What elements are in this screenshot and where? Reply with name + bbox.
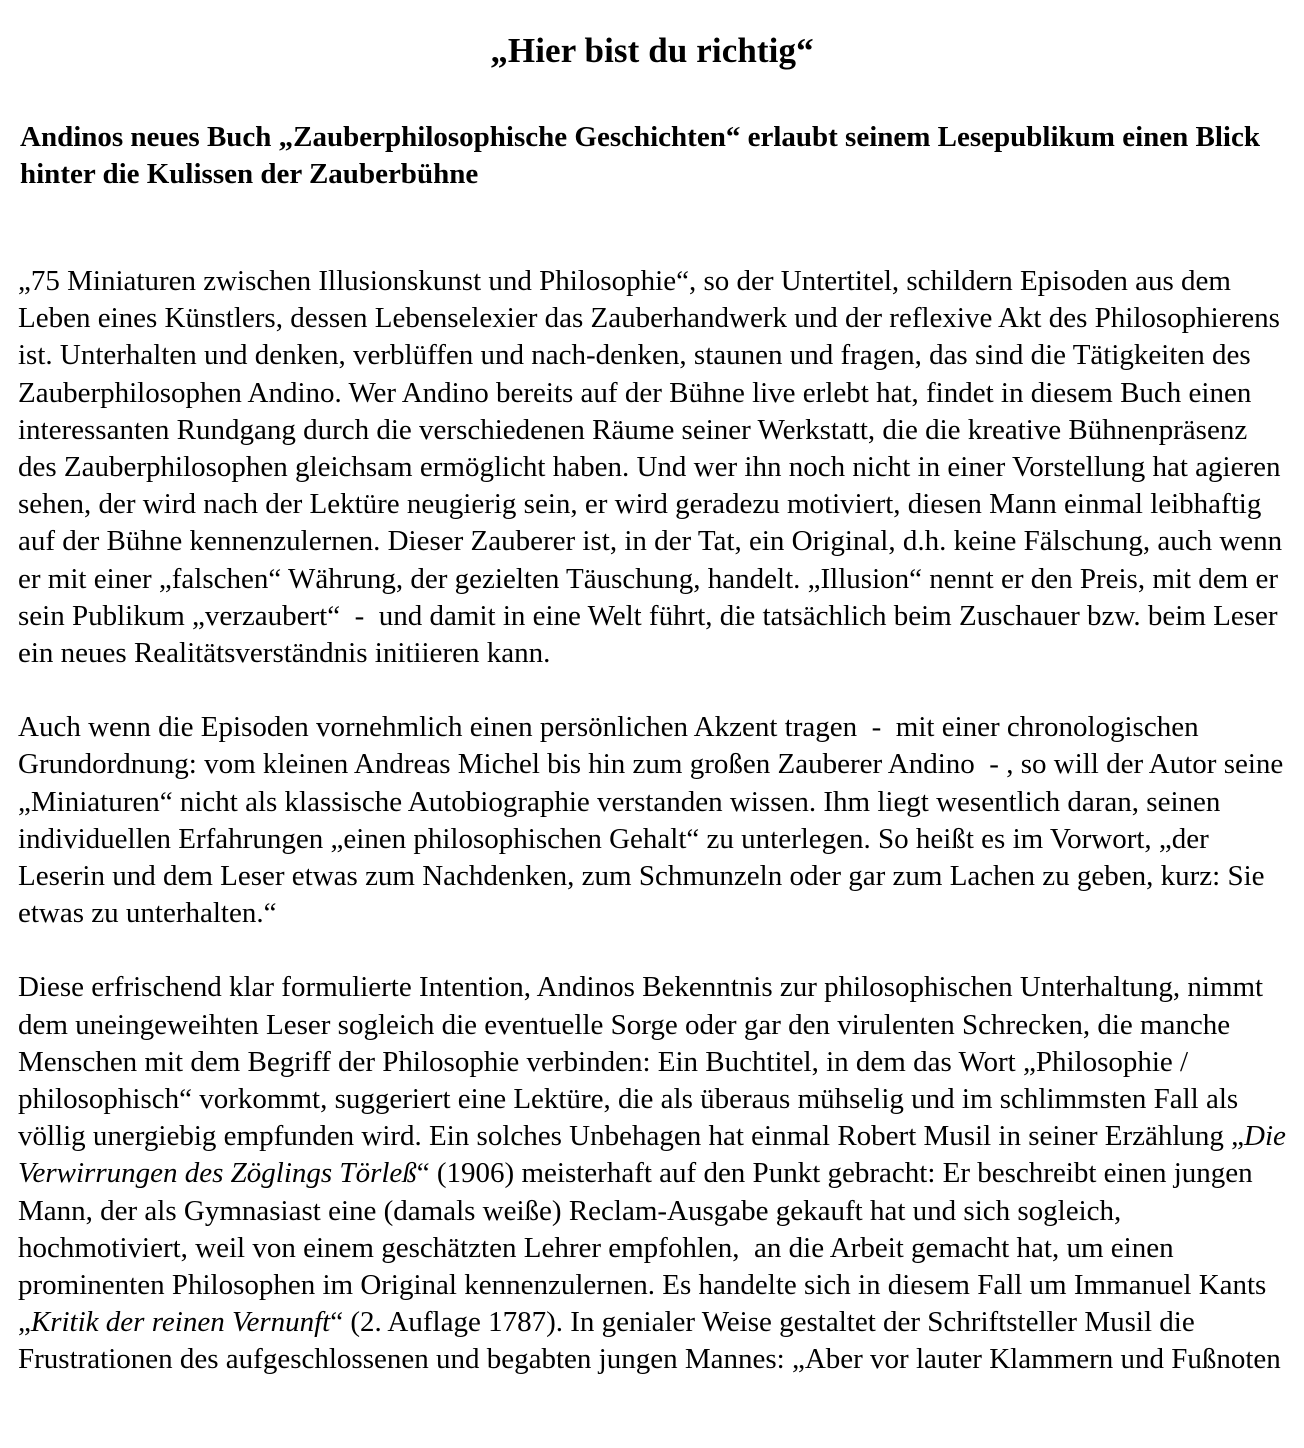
book-title-toerless: Die Verwirrungen des Zöglings Törleß: [18, 1120, 1294, 1190]
body-paragraph-3: [18, 969, 1292, 1378]
page-subtitle: Andinos neues Buch „Zauberphilosophische Geschichten“ erlaubt seinem Lesepublikum einen Blick hinter die Kulissen der Zauberbühne: [20, 121, 1260, 190]
page-title: „Hier bist du richtig“: [490, 31, 814, 70]
paragraph-3-segment-3: “ (2. Auflage 1787). In genialer Weise gestaltet der Schriftsteller Musil die Frustrationen des aufgeschlossenen und begabten jungen Mannes: „Aber vor lauter Klammern und Fußnoten: [18, 1306, 1281, 1376]
body-paragraph-2: Auch wenn die Episoden vornehmlich einen persönlichen Akzent tragen - mit einer chronologischen Grundordnung: vom kleinen Andreas Michel bis hin zum großen Zauberer Andino - , so will der Autor seine „Miniaturen“ nicht als klassische Autobiographie verstanden wissen. Ihm liegt wesentlich daran, seinen individuellen Erfahrungen „einen philosophischen Gehalt“ zu unterlegen. So heißt es im Vorwort, „der Leserin und dem Leser etwas zum Nachdenken, zum Schmunzeln oder gar zum Lachen zu geben, kurz: Sie etwas zu unterhalten.“: [18, 711, 1291, 930]
paragraph-3-segment-1: Diese erfrischend klar formulierte Intention, Andinos Bekenntnis zur philosophischen Unterhaltung, nimmt dem uneingeweihten Leser sogleich die eventuelle Sorge oder gar den virulenten Schrecken, die manche Menschen mit dem Begriff der Philosophie verbinden: Ein Buchtitel, in dem das Wort „Philosophie / philosophisch“ vorkommt, suggeriert eine Lektüre, die als überaus mühselig und im schlimmsten Fall als völlig unergiebig empfunden wird. Ein solches Unbehagen hat einmal Robert Musil in seiner Erzählung „: [18, 971, 1271, 1153]
paragraph-3-segment-2: “ (1906) meisterhaft auf den Punkt gebracht: Er beschreibt einen jungen Mann, der als Gymnasiast eine (damals weiße) Reclam-Ausgabe gekauft hat und sich sogleich, hochmotiviert, weil von einem geschätzten Lehrer empfohlen, an die Arbeit gemacht hat, um einen prominenten Philosophen im Original kennenzulernen. Es handelte sich in diesem Fall um Immanuel Kants „: [18, 1157, 1274, 1339]
book-title-kritik-der-reinen-vernunft: Kritik der reinen Vernunft: [30, 1306, 331, 1339]
document-body: [0, 263, 1304, 1379]
body-paragraph-1: „75 Miniaturen zwischen Illusionskunst und Philosophie“, so der Untertitel, schildern Episoden aus dem Leben eines Künstlers, dessen Lebenselexier das Zauberhandwerk und der reflexive Akt des Philosophierens ist. Unterhalten und denken, verblüffen und nach-denken, staunen und fragen, das sind die Tätigkeiten des Zauberphilosophen Andino. Wer Andino bereits auf der Bühne live erlebt hat, findet in diesem Buch einen interessanten Rundgang durch die verschiedenen Räume seiner Werkstatt, die die kreative Bühnenpräsenz des Zauberphilosophen gleichsam ermöglicht haben. Und wer ihn noch nicht in einer Vorstellung hat agieren sehen, der wird nach der Lektüre neugierig sein, er wird geradezu motiviert, diesen Mann einmal leibhaftig auf der Bühne kennenzulernen. Dieser Zauberer ist, in der Tat, ein Original, d.h. keine Fälschung, auch wenn er mit einer „falschen“ Währung, der gezielten Täuschung, handelt. „Illusion“ nennt er den Preis, mit dem er sein Publikum „verzaubert“ - und damit in eine Welt führt, die tatsächlich beim Zuschauer bzw. beim Leser ein neues Realitätsverständnis initiieren kann.: [18, 265, 1290, 670]
